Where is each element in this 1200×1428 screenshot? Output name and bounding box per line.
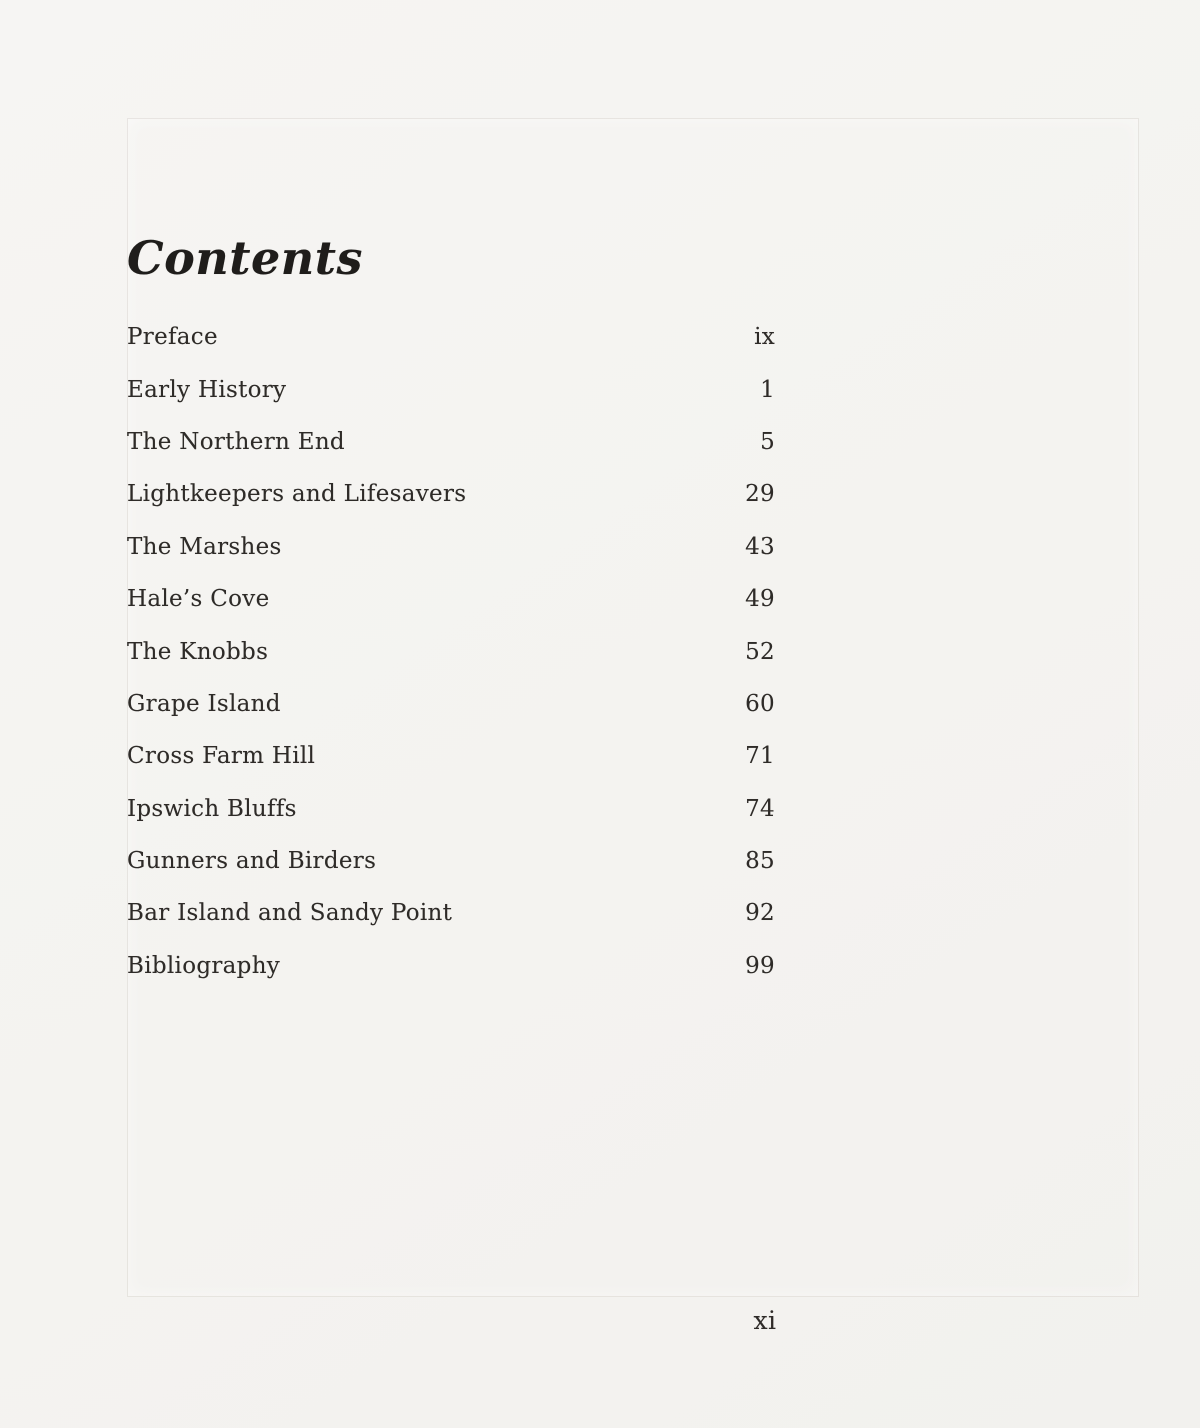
toc-entry-label: Early History <box>127 376 287 403</box>
toc-row <box>127 363 775 415</box>
folio-page-number: xi <box>753 1306 777 1335</box>
toc-entry-page-number: 85 <box>745 848 775 875</box>
toc-row <box>127 468 775 520</box>
toc-entry-label: Hale’s Cove <box>127 586 270 613</box>
toc-row <box>127 573 775 625</box>
toc-entry-page-number: 60 <box>745 690 775 717</box>
toc-row <box>127 311 775 363</box>
toc-entry-label: Gunners and Birders <box>127 848 377 875</box>
toc-entry-page-number: 92 <box>745 900 775 927</box>
toc-row <box>127 678 775 730</box>
toc-entry-page-number: 74 <box>745 795 775 822</box>
toc-entry-label: Lightkeepers and Lifesavers <box>127 481 467 508</box>
toc-entry-page-number: 99 <box>745 952 775 979</box>
toc-entry-label: Ipswich Bluffs <box>127 795 297 822</box>
toc-entry-page-number: ix <box>754 324 775 351</box>
toc-entry-label: Bar Island and Sandy Point <box>127 900 453 927</box>
toc-row <box>127 416 775 468</box>
toc-entry-page-number: 43 <box>745 533 775 560</box>
toc-row <box>127 887 775 939</box>
toc-entry-label: Cross Farm Hill <box>127 743 316 770</box>
toc-entry-label: The Northern End <box>127 428 345 455</box>
toc-entry-page-number: 49 <box>745 586 775 613</box>
toc-entry-page-number: 52 <box>745 638 775 665</box>
toc-entry-label: Bibliography <box>127 952 281 979</box>
toc-row <box>127 835 775 887</box>
table-of-contents <box>127 311 775 992</box>
toc-entry-label: The Marshes <box>127 533 282 560</box>
toc-entry-page-number: 1 <box>760 376 775 403</box>
toc-entry-page-number: 71 <box>745 743 775 770</box>
toc-row <box>127 625 775 677</box>
toc-entry-page-number: 5 <box>760 428 775 455</box>
toc-row <box>127 940 775 992</box>
toc-row <box>127 521 775 573</box>
toc-entry-page-number: 29 <box>745 481 775 508</box>
toc-row <box>127 730 775 782</box>
toc-entry-label: Preface <box>127 324 218 351</box>
toc-row <box>127 783 775 835</box>
toc-entry-label: The Knobbs <box>127 638 269 665</box>
toc-entry-label: Grape Island <box>127 690 281 717</box>
page-title: Contents <box>127 231 363 285</box>
